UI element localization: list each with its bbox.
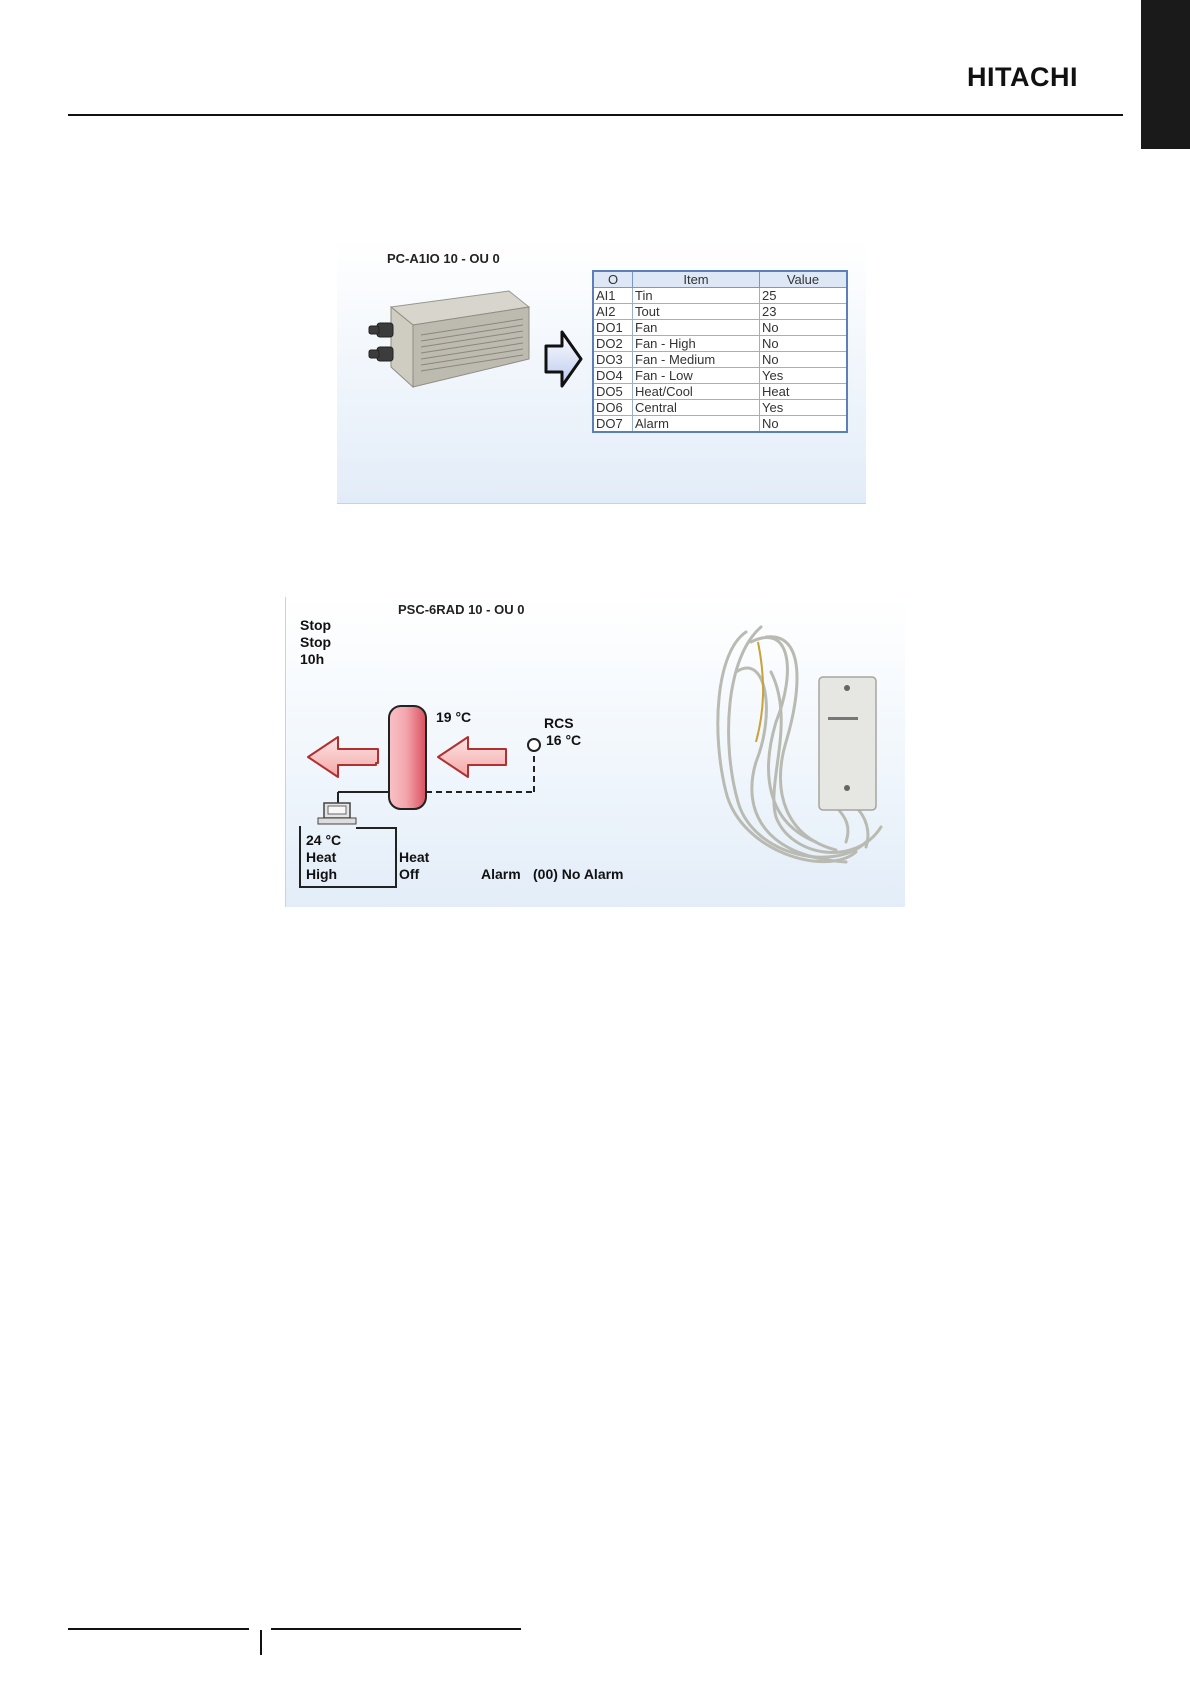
cell-o: DO4 <box>593 368 633 384</box>
cell-value: No <box>760 352 848 368</box>
radiator-diagram <box>286 597 686 907</box>
status-line-3: 10h <box>300 651 325 667</box>
table-row <box>593 336 847 352</box>
sensor-name: RCS <box>544 715 574 731</box>
column-header-value: Value <box>760 271 848 288</box>
cell-value: 25 <box>760 288 848 304</box>
io-table <box>592 270 848 433</box>
table-row <box>593 288 847 304</box>
heat-in-arrow <box>438 737 506 777</box>
mode-line-2: Off <box>399 866 420 882</box>
status-line-1: Stop <box>300 617 332 633</box>
radiator-tank <box>389 706 426 809</box>
cell-value: No <box>760 336 848 352</box>
io-module-panel <box>337 239 866 504</box>
cell-o: DO3 <box>593 352 633 368</box>
brand-logo: HITACHI <box>967 62 1078 92</box>
table-row <box>593 416 847 433</box>
controller-icon <box>318 803 356 824</box>
cell-value: Heat <box>760 384 848 400</box>
column-header-o: O <box>593 271 633 288</box>
cell-item: Alarm <box>633 416 760 433</box>
cell-o: DO6 <box>593 400 633 416</box>
cell-item: Heat/Cool <box>633 384 760 400</box>
corner-tab <box>1141 0 1190 149</box>
footer-rule-right <box>271 1628 521 1630</box>
cell-value: No <box>760 320 848 336</box>
radiator-panel <box>285 597 905 907</box>
alarm-label: Alarm <box>481 866 521 882</box>
cell-o: AI1 <box>593 288 633 304</box>
table-row <box>593 352 847 368</box>
header-rule <box>68 114 1123 116</box>
table-row <box>593 384 847 400</box>
cell-o: AI2 <box>593 304 633 320</box>
setpoint-temp: 24 °C <box>306 832 342 848</box>
controller-fan: High <box>306 866 338 882</box>
cell-item: Tout <box>633 304 760 320</box>
alarm-value: (00) No Alarm <box>533 866 624 882</box>
cell-o: DO5 <box>593 384 633 400</box>
sensor-temp: 16 °C <box>546 732 582 748</box>
cell-item: Fan <box>633 320 760 336</box>
io-module-image <box>357 289 532 409</box>
arrow-right-icon <box>544 329 584 389</box>
cell-item: Tin <box>633 288 760 304</box>
cell-value: Yes <box>760 400 848 416</box>
table-row <box>593 368 847 384</box>
column-header-item: Item <box>633 271 760 288</box>
table-row <box>593 320 847 336</box>
sensor-icon <box>528 739 540 751</box>
table-row <box>593 400 847 416</box>
mode-line-1: Heat <box>399 849 430 865</box>
footer-rule-left <box>68 1628 249 1630</box>
cell-value: 23 <box>760 304 848 320</box>
cell-o: DO7 <box>593 416 633 433</box>
footer-divider <box>260 1630 262 1655</box>
controller-mode: Heat <box>306 849 337 865</box>
cell-item: Central <box>633 400 760 416</box>
cell-value: No <box>760 416 848 433</box>
cell-item: Fan - Medium <box>633 352 760 368</box>
status-line-2: Stop <box>300 634 332 650</box>
cell-item: Fan - High <box>633 336 760 352</box>
panel-title: PC-A1IO 10 - OU 0 <box>387 251 500 266</box>
cell-o: DO2 <box>593 336 633 352</box>
table-row <box>593 304 847 320</box>
sensor-device-image <box>706 612 896 887</box>
panel-title: PSC-6RAD 10 - OU 0 <box>398 602 525 617</box>
cell-value: Yes <box>760 368 848 384</box>
heat-out-arrow <box>308 737 378 777</box>
cell-o: DO1 <box>593 320 633 336</box>
tank-temp: 19 °C <box>436 709 472 725</box>
cell-item: Fan - Low <box>633 368 760 384</box>
